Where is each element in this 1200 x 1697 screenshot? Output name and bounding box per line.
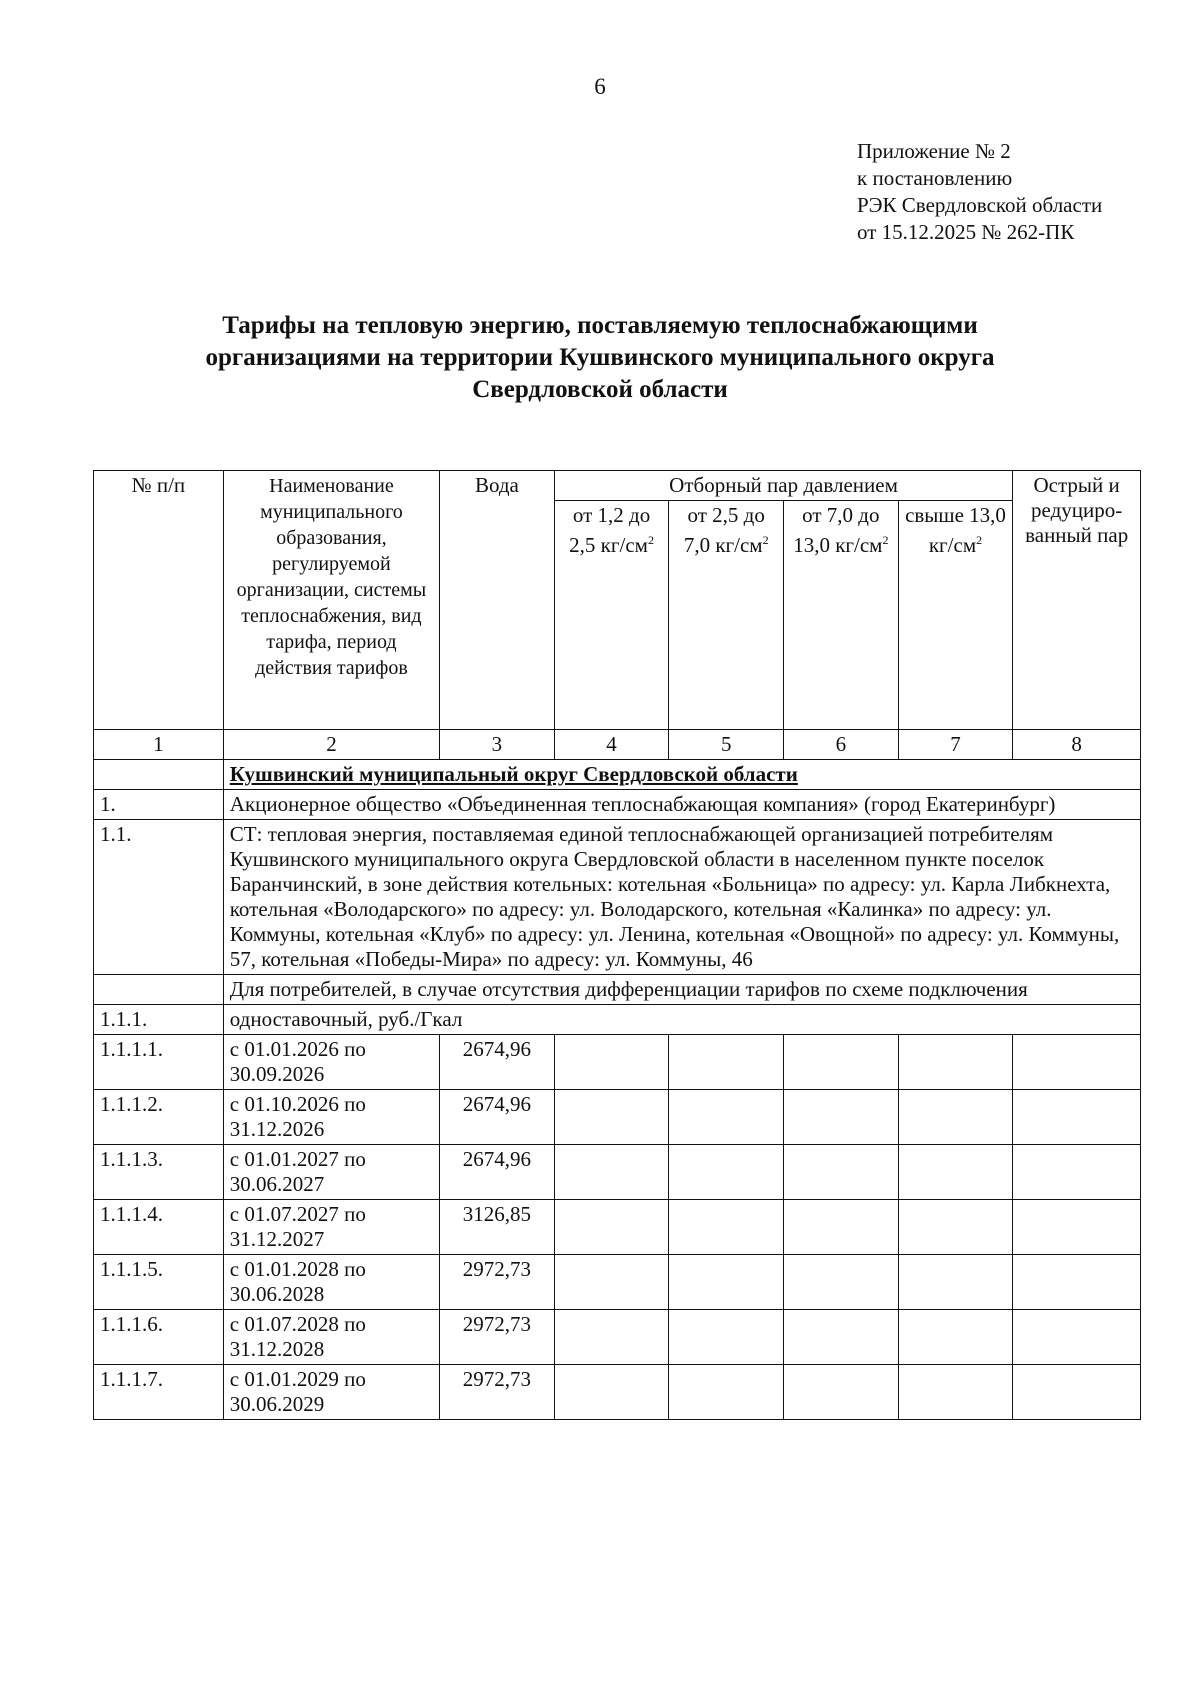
empty-cell bbox=[554, 1200, 669, 1255]
table-row bbox=[94, 1090, 1141, 1145]
empty-cell bbox=[554, 1035, 669, 1090]
row-num: 1.1.1.1. bbox=[94, 1035, 224, 1090]
column-number: 1 bbox=[94, 730, 224, 760]
row-period: с 01.01.2029 по 30.06.2029 bbox=[223, 1365, 439, 1420]
header-pressure-2: от 2,5 до 7,0 $кг/см^2$ bbox=[669, 501, 784, 730]
empty-cell bbox=[669, 1035, 784, 1090]
row-water-value: 3126,85 bbox=[440, 1200, 555, 1255]
title-line: Свердловской области bbox=[472, 376, 728, 403]
row-num: 1.1.1.4. bbox=[94, 1200, 224, 1255]
empty-cell bbox=[554, 1255, 669, 1310]
consumers-description: Для потребителей, в случае отсутствия дифференциации тарифов по схеме подключения bbox=[223, 975, 1140, 1005]
empty-cell bbox=[669, 1200, 784, 1255]
empty-cell bbox=[898, 1365, 1013, 1420]
row-period: с 01.01.2027 по 30.06.2027 bbox=[223, 1145, 439, 1200]
empty-cell bbox=[898, 1255, 1013, 1310]
tariff-table bbox=[93, 470, 1141, 1420]
header-steam-group: Отборный пар давлением bbox=[554, 471, 1013, 501]
appendix-line: РЭК Свердловской области bbox=[857, 193, 1103, 217]
empty-cell bbox=[1013, 1255, 1141, 1310]
empty-cell bbox=[1013, 1365, 1141, 1420]
header-name: Наименование муниципального образования, регулируемой организации, системы теплоснабжения, вид тарифа, период действия тарифов bbox=[223, 471, 439, 730]
table-row bbox=[94, 1145, 1141, 1200]
row-num: 1.1.1.2. bbox=[94, 1090, 224, 1145]
document-title bbox=[100, 310, 1100, 406]
empty-cell bbox=[1013, 1145, 1141, 1200]
header-pressure-3: от 7,0 до 13,0 $кг/см^2$ bbox=[784, 501, 899, 730]
empty-cell bbox=[898, 1090, 1013, 1145]
tariff-type: одноставочный, руб./Гкал bbox=[223, 1005, 1140, 1035]
org-num: 1. bbox=[94, 790, 224, 820]
table-row bbox=[94, 1035, 1141, 1090]
empty-cell bbox=[1013, 1200, 1141, 1255]
appendix-line: от 15.12.2025 № 262-ПК bbox=[857, 220, 1075, 244]
empty-cell bbox=[898, 1145, 1013, 1200]
row-num: 1.1.1.5. bbox=[94, 1255, 224, 1310]
row-period: с 01.07.2028 по 31.12.2028 bbox=[223, 1310, 439, 1365]
row-water-value: 2972,73 bbox=[440, 1365, 555, 1420]
empty-cell bbox=[784, 1365, 899, 1420]
empty-cell bbox=[784, 1255, 899, 1310]
empty-cell bbox=[784, 1200, 899, 1255]
row-period: с 01.01.2028 по 30.06.2028 bbox=[223, 1255, 439, 1310]
appendix-block bbox=[857, 138, 1102, 246]
table-row bbox=[94, 1310, 1141, 1365]
row-num: 1.1.1.6. bbox=[94, 1310, 224, 1365]
empty-cell bbox=[669, 1145, 784, 1200]
header-pressure-4: свыше 13,0 $кг/см^2$ bbox=[898, 501, 1013, 730]
table-row bbox=[94, 1200, 1141, 1255]
empty-cell bbox=[898, 1035, 1013, 1090]
empty-cell bbox=[669, 1090, 784, 1145]
column-number: 8 bbox=[1013, 730, 1141, 760]
empty-cell bbox=[898, 1310, 1013, 1365]
empty-cell bbox=[554, 1090, 669, 1145]
row-water-value: 2674,96 bbox=[440, 1090, 555, 1145]
row-num: 1.1.1.3. bbox=[94, 1145, 224, 1200]
header-sharp-steam: Острый и редуциро-ванный пар bbox=[1013, 471, 1141, 730]
section-num-cell bbox=[94, 760, 224, 790]
empty-cell bbox=[554, 1310, 669, 1365]
header-num: № п/п bbox=[94, 471, 224, 730]
row-water-value: 2674,96 bbox=[440, 1035, 555, 1090]
empty-cell bbox=[784, 1035, 899, 1090]
column-number: 5 bbox=[669, 730, 784, 760]
empty-cell bbox=[554, 1365, 669, 1420]
empty-cell bbox=[669, 1255, 784, 1310]
system-num: 1.1. bbox=[94, 820, 224, 975]
table-row bbox=[94, 1255, 1141, 1310]
row-period: с 01.07.2027 по 31.12.2027 bbox=[223, 1200, 439, 1255]
empty-cell bbox=[1013, 1090, 1141, 1145]
appendix-line: к постановлению bbox=[857, 166, 1013, 190]
consumers-num-cell bbox=[94, 975, 224, 1005]
appendix-line: Приложение № 2 bbox=[857, 139, 1011, 163]
org-name: Акционерное общество «Объединенная теплоснабжающая компания» (город Екатеринбург) bbox=[223, 790, 1140, 820]
row-num: 1.1.1.7. bbox=[94, 1365, 224, 1420]
column-number: 2 bbox=[223, 730, 439, 760]
row-water-value: 2674,96 bbox=[440, 1145, 555, 1200]
empty-cell bbox=[898, 1200, 1013, 1255]
column-number: 7 bbox=[898, 730, 1013, 760]
column-number: 4 bbox=[554, 730, 669, 760]
header-pressure-1: от 1,2 до 2,5 $кг/см^2$ bbox=[554, 501, 669, 730]
section-title: Кушвинский муниципальный округ Свердловской области bbox=[223, 760, 1140, 790]
empty-cell bbox=[1013, 1035, 1141, 1090]
header-water: Вода bbox=[440, 471, 555, 730]
empty-cell bbox=[784, 1310, 899, 1365]
page-number: 6 bbox=[594, 74, 606, 99]
tariff-type-num: 1.1.1. bbox=[94, 1005, 224, 1035]
row-water-value: 2972,73 bbox=[440, 1310, 555, 1365]
empty-cell bbox=[784, 1090, 899, 1145]
title-line: Тарифы на тепловую энергию, поставляемую теплоснабжающими bbox=[222, 312, 978, 339]
system-description: СТ: тепловая энергия, поставляемая единой теплоснабжающей организацией потребителям Кушвинского муниципального округа Свердловской области в населенном пункте поселок Баранчинский, в зоне действия котельных: котельная «Больница» по адресу: ул. Карла Либкнехта, котельная «Володарского» по адресу: ул. Володарского, котельная «Калинка» по адресу: ул. Коммуны, котельная «Клуб» по адресу: ул. Ленина, котельная «Овощной» по адресу: ул. Коммуны, 57, котельная «Победы-Мира» по адресу: ул. Коммуны, 46 bbox=[223, 820, 1140, 975]
row-period: с 01.10.2026 по 31.12.2026 bbox=[223, 1090, 439, 1145]
column-number: 3 bbox=[440, 730, 555, 760]
empty-cell bbox=[1013, 1310, 1141, 1365]
empty-cell bbox=[784, 1145, 899, 1200]
empty-cell bbox=[669, 1310, 784, 1365]
empty-cell bbox=[554, 1145, 669, 1200]
row-period: с 01.01.2026 по 30.09.2026 bbox=[223, 1035, 439, 1090]
table-row bbox=[94, 1365, 1141, 1420]
empty-cell bbox=[669, 1365, 784, 1420]
row-water-value: 2972,73 bbox=[440, 1255, 555, 1310]
title-line: организациями на территории Кушвинского муниципального округа bbox=[205, 344, 995, 371]
column-number: 6 bbox=[784, 730, 899, 760]
